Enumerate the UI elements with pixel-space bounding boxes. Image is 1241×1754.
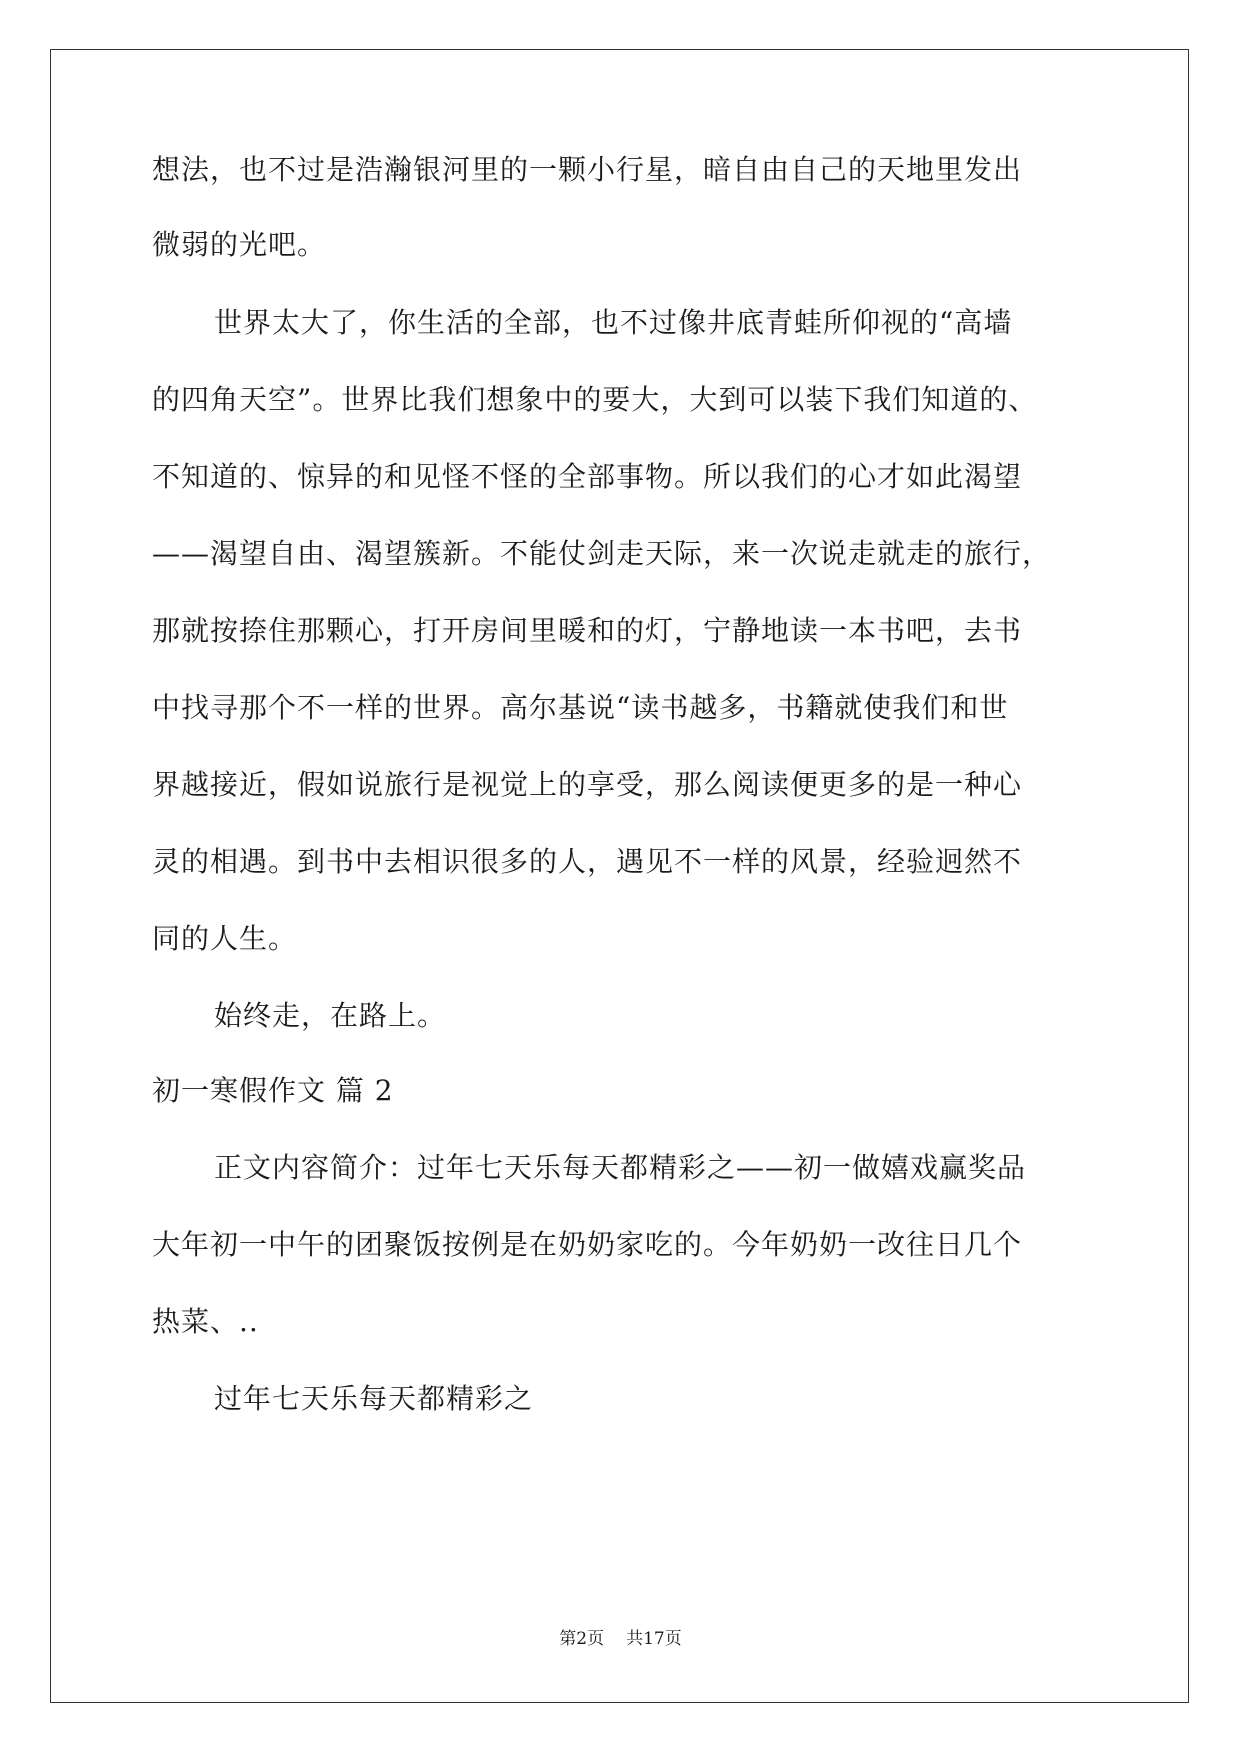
page-number: 第2页 bbox=[559, 1629, 605, 1649]
paragraph-start: 世界太大了，你生活的全部，也不过像井底青蛙所仰视的“高墙 bbox=[214, 306, 1013, 339]
page-total: 共17页 bbox=[626, 1629, 682, 1649]
text-line: 同的人生。 bbox=[152, 922, 298, 955]
paragraph-start: 过年七天乐每天都精彩之 bbox=[214, 1382, 534, 1415]
page-footer bbox=[0, 1628, 1241, 1650]
section-heading: 初一寒假作文 篇 2 bbox=[152, 1074, 394, 1107]
text-line: 界越接近，假如说旅行是视觉上的享受，那么阅读便更多的是一种心 bbox=[152, 768, 1023, 801]
text-line: 热菜、.. bbox=[152, 1305, 259, 1338]
paragraph-start: 正文内容简介：过年七天乐每天都精彩之——初一做嬉戏赢奖品 bbox=[214, 1151, 1027, 1184]
text-line: 微弱的光吧。 bbox=[152, 228, 327, 261]
text-line: 大年初一中午的团聚饭按例是在奶奶家吃的。今年奶奶一改往日几个 bbox=[152, 1228, 1023, 1261]
text-line: 灵的相遇。到书中去相识很多的人，遇见不一样的风景，经验迥然不 bbox=[152, 845, 1023, 878]
text-line: 那就按捺住那颗心，打开房间里暖和的灯，宁静地读一本书吧，去书 bbox=[152, 614, 1023, 647]
text-line: ——渴望自由、渴望簇新。不能仗剑走天际，来一次说走就走的旅行， bbox=[152, 537, 1052, 570]
text-line: 不知道的、惊异的和见怪不怪的全部事物。所以我们的心才如此渴望 bbox=[152, 460, 1023, 493]
text-line: 的四角天空”。世界比我们想象中的要大，大到可以装下我们知道的、 bbox=[152, 383, 1038, 416]
text-line: 想法，也不过是浩瀚银河里的一颗小行星，暗自由自己的天地里发出 bbox=[152, 153, 1023, 186]
text-line: 中找寻那个不一样的世界。高尔基说“读书越多，书籍就使我们和世 bbox=[152, 691, 1009, 724]
paragraph-start: 始终走，在路上。 bbox=[214, 999, 447, 1032]
